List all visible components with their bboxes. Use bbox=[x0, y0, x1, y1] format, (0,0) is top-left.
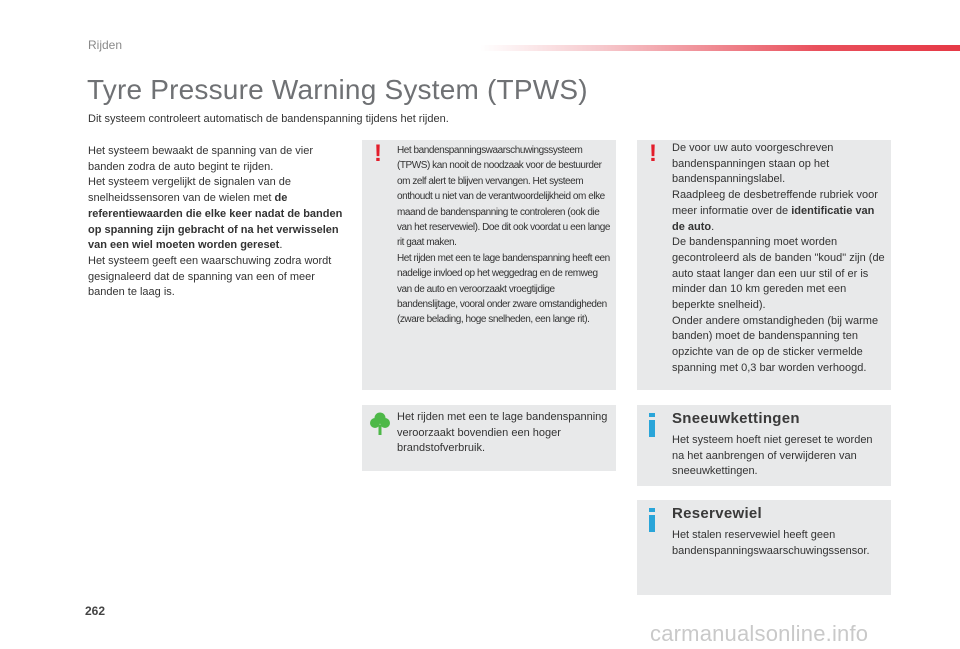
watermark: carmanualsonline.info bbox=[650, 621, 869, 646]
info-box-snow-chains bbox=[637, 405, 891, 486]
main-text-column bbox=[88, 144, 343, 301]
info-box-spare-wheel bbox=[637, 500, 891, 595]
header-accent-rule bbox=[480, 45, 960, 51]
main-paragraph-1: Het systeem bewaakt de spanning van de vier banden zodra de auto begint te rijden. bbox=[88, 145, 314, 173]
warning-box-tpws-text: Het bandenspanningswaarschuwingssysteem (TPWS) kan nooit de noodzaak voor de bestuurder om zelf alert te blijven vervangen. Het systeem onthoudt u niet van de verantwoordelijkheid om elke maand de bandenspanning te controleren (ook die van het reservewiel). Doe dit ook voordat u een lange rit gaat maken. Het rijden met een te lage bandenspanning heeft een nadelige invloed op het weggedrag en de remweg van de auto en veroorzaakt vroegtijdige bandenslijtage, vooral onder zware omstandigheden (zware belading, hoge snelheden, een lange rit). bbox=[397, 145, 610, 326]
info-icon bbox=[649, 413, 656, 437]
warning-box-pressure bbox=[637, 140, 891, 390]
warning-box-tpws bbox=[362, 140, 616, 390]
info-box-title: Sneeuwkettingen bbox=[672, 410, 800, 427]
eco-box-text: Het rijden met een te lage bandenspanning veroorzaakt bovendien een hoger brandstofverbruik. bbox=[397, 411, 608, 455]
info-box-text: Het systeem hoeft niet gereset te worden na het aanbrengen of verwijderen van sneeuwkettingen. bbox=[672, 434, 873, 478]
warning-icon: ! bbox=[374, 140, 382, 167]
page-number: 262 bbox=[85, 604, 106, 618]
section-label: Rijden bbox=[88, 38, 123, 52]
main-paragraph-2-bold: de referentiewaarden die elke keer nadat de banden op spanning zijn gebracht of na het verwisselen van een wiel moeten worden gereset bbox=[88, 192, 343, 252]
info-box-text: Het stalen reservewiel heeft geen bandenspanningswaarschuwingssensor. bbox=[672, 529, 870, 557]
info-icon bbox=[649, 508, 656, 532]
page-title: Tyre Pressure Warning System (TPWS) bbox=[87, 74, 588, 105]
main-paragraph-2: Het systeem vergelijkt de signalen van de snelheidssensoren van de wielen met de referentiewaarden die elke keer nadat de banden op spanning zijn gebracht of na het verwisselen van een wiel moeten worden gereset. bbox=[88, 176, 343, 252]
eco-tree-icon bbox=[370, 412, 390, 436]
eco-box bbox=[362, 405, 616, 471]
warning-icon: ! bbox=[649, 140, 657, 167]
info-box-title: Reservewiel bbox=[672, 505, 763, 522]
vehicle-identification-ref: identificatie van de auto bbox=[672, 204, 875, 233]
main-paragraph-3: Het systeem geeft een waarschuwing zodra wordt gesignaleerd dat de spanning van een of meer banden te laag is. bbox=[88, 254, 332, 299]
warning-box-pressure-text: De voor uw auto voorgeschreven bandenspanningen staan op het bandenspanningslabel. Raadpleeg de desbetreffende rubriek voor meer informatie over de identificatie van de auto. De bandenspanning moet worden gecontroleerd als de banden "koud" zijn (de auto staat langer dan een uur stil of er is minder dan 10 km gereden met een beperkte snelheid). Onder andere omstandigheden (bij warme banden) moet de bandenspanning ten opzichte van de op de sticker vermelde spanning met 0,3 bar worden verhoogd. bbox=[672, 142, 885, 374]
intro-text: Dit systeem controleert automatisch de bandenspanning tijdens het rijden. bbox=[88, 113, 449, 125]
